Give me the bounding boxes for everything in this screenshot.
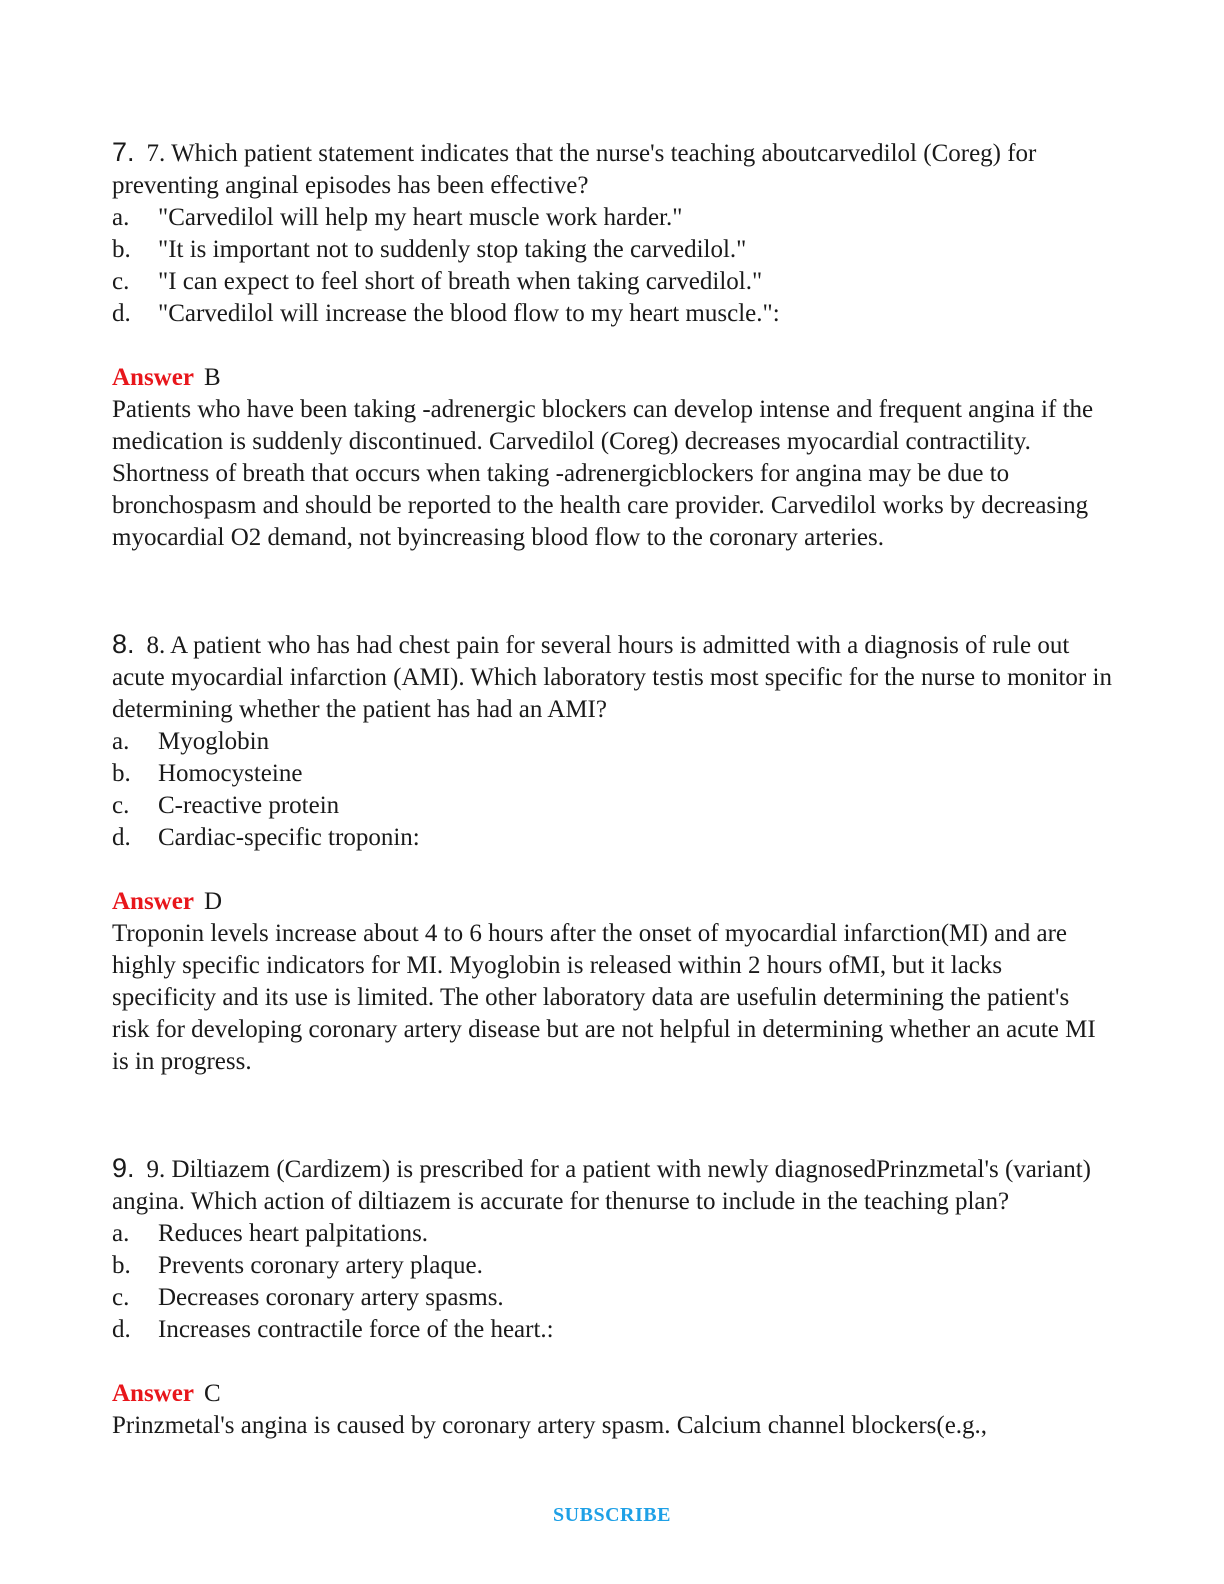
option-letter: a.: [112, 728, 130, 755]
document-page: [112, 136, 1112, 1442]
option-d: [112, 298, 1112, 330]
option-letter: d.: [112, 300, 131, 327]
option-letter: a.: [112, 204, 130, 231]
option-text: "Carvedilol will increase the blood flow to my heart muscle.":: [158, 300, 780, 327]
option-d: [112, 1314, 1112, 1346]
option-list: [112, 1218, 1112, 1346]
option-text: Homocysteine: [158, 760, 303, 787]
question-prompt: [112, 628, 1112, 726]
question-number: 7.: [112, 137, 135, 167]
option-text: "It is important not to suddenly stop taking the carvedilol.": [158, 236, 747, 263]
question-9: [112, 1152, 1112, 1442]
question-prompt: [112, 136, 1112, 202]
option-text: Reduces heart palpitations.: [158, 1220, 429, 1247]
question-text: 9. Diltiazem (Cardizem) is prescribed for a patient with newly diagnosedPrinzmetal's (variant) angina. Which action of diltiazem is accurate for thenurse to include in the teaching plan?: [112, 1156, 1092, 1215]
option-a: [112, 1218, 1112, 1250]
question-number: 8.: [112, 629, 135, 659]
option-d: [112, 822, 1112, 854]
answer-explanation: Troponin levels increase about 4 to 6 hours after the onset of myocardial infarction(MI) and are highly specific indicators for MI. Myoglobin is released within 2 hours ofMI, but it lacks specificity and its use is limited. The other laboratory data are usefulin determining the patient's risk for developing coronary artery disease but are not helpful in determining whether an acute MI is in progress.: [112, 920, 1096, 1075]
option-c: [112, 266, 1112, 298]
answer-explanation: Patients who have been taking -adrenergic blockers can develop intense and frequent angina if the medication is suddenly discontinued. Carvedilol (Coreg) decreases myocardial contractility. Shortness of breath that occurs when taking -adrenergicblockers for angina may be due to bronchospasm and should be reported to the health care provider. Carvedilol works by decreasing myocardial O2 demand, not byincreasing blood flow to the coronary arteries.: [112, 396, 1094, 551]
option-text: Increases contractile force of the heart.:: [158, 1316, 554, 1343]
option-letter: c.: [112, 792, 130, 819]
question-text: 8. A patient who has had chest pain for several hours is admitted with a diagnosis of rule out acute myocardial infarction (AMI). Which laboratory testis most specific for the nurse to monitor in determining whether the patient has had an AMI?: [112, 632, 1112, 723]
option-letter: c.: [112, 268, 130, 295]
option-list: [112, 726, 1112, 854]
answer-block: [112, 1378, 1112, 1442]
option-letter: d.: [112, 824, 131, 851]
option-b: [112, 1250, 1112, 1282]
answer-label: Answer: [112, 1380, 194, 1407]
option-text: Prevents coronary artery plaque.: [158, 1252, 483, 1279]
option-text: Decreases coronary artery spasms.: [158, 1284, 504, 1311]
answer-line: [112, 362, 1112, 394]
option-a: [112, 202, 1112, 234]
option-letter: b.: [112, 1252, 131, 1279]
answer-label: Answer: [112, 888, 194, 915]
answer-block: [112, 886, 1112, 1078]
option-letter: d.: [112, 1316, 131, 1343]
answer-block: [112, 362, 1112, 554]
option-letter: c.: [112, 1284, 130, 1311]
answer-explanation: Prinzmetal's angina is caused by coronary artery spasm. Calcium channel blockers(e.g.,: [112, 1412, 988, 1439]
question-text: 7. Which patient statement indicates that the nurse's teaching aboutcarvedilol (Coreg) for preventing anginal episodes has been effective?: [112, 140, 1037, 199]
question-7: [112, 136, 1112, 554]
option-letter: b.: [112, 236, 131, 263]
answer-label: Answer: [112, 364, 194, 391]
option-text: Cardiac-specific troponin:: [158, 824, 420, 851]
option-c: [112, 790, 1112, 822]
option-letter: a.: [112, 1220, 130, 1247]
option-text: "Carvedilol will help my heart muscle work harder.": [158, 204, 683, 231]
option-b: [112, 758, 1112, 790]
answer-value: B: [203, 364, 221, 391]
question-prompt: [112, 1152, 1112, 1218]
answer-value: C: [203, 1380, 221, 1407]
answer-value: D: [203, 888, 222, 915]
option-a: [112, 726, 1112, 758]
option-text: C-reactive protein: [158, 792, 340, 819]
option-text: Myoglobin: [158, 728, 270, 755]
answer-line: [112, 886, 1112, 918]
option-letter: b.: [112, 760, 131, 787]
question-8: [112, 628, 1112, 1078]
option-b: [112, 234, 1112, 266]
answer-line: [112, 1378, 1112, 1410]
subscribe-link[interactable]: SUBSCRIBE: [553, 1504, 671, 1526]
option-c: [112, 1282, 1112, 1314]
question-number: 9.: [112, 1153, 135, 1183]
option-text: "I can expect to feel short of breath when taking carvedilol.": [158, 268, 763, 295]
option-list: [112, 202, 1112, 330]
